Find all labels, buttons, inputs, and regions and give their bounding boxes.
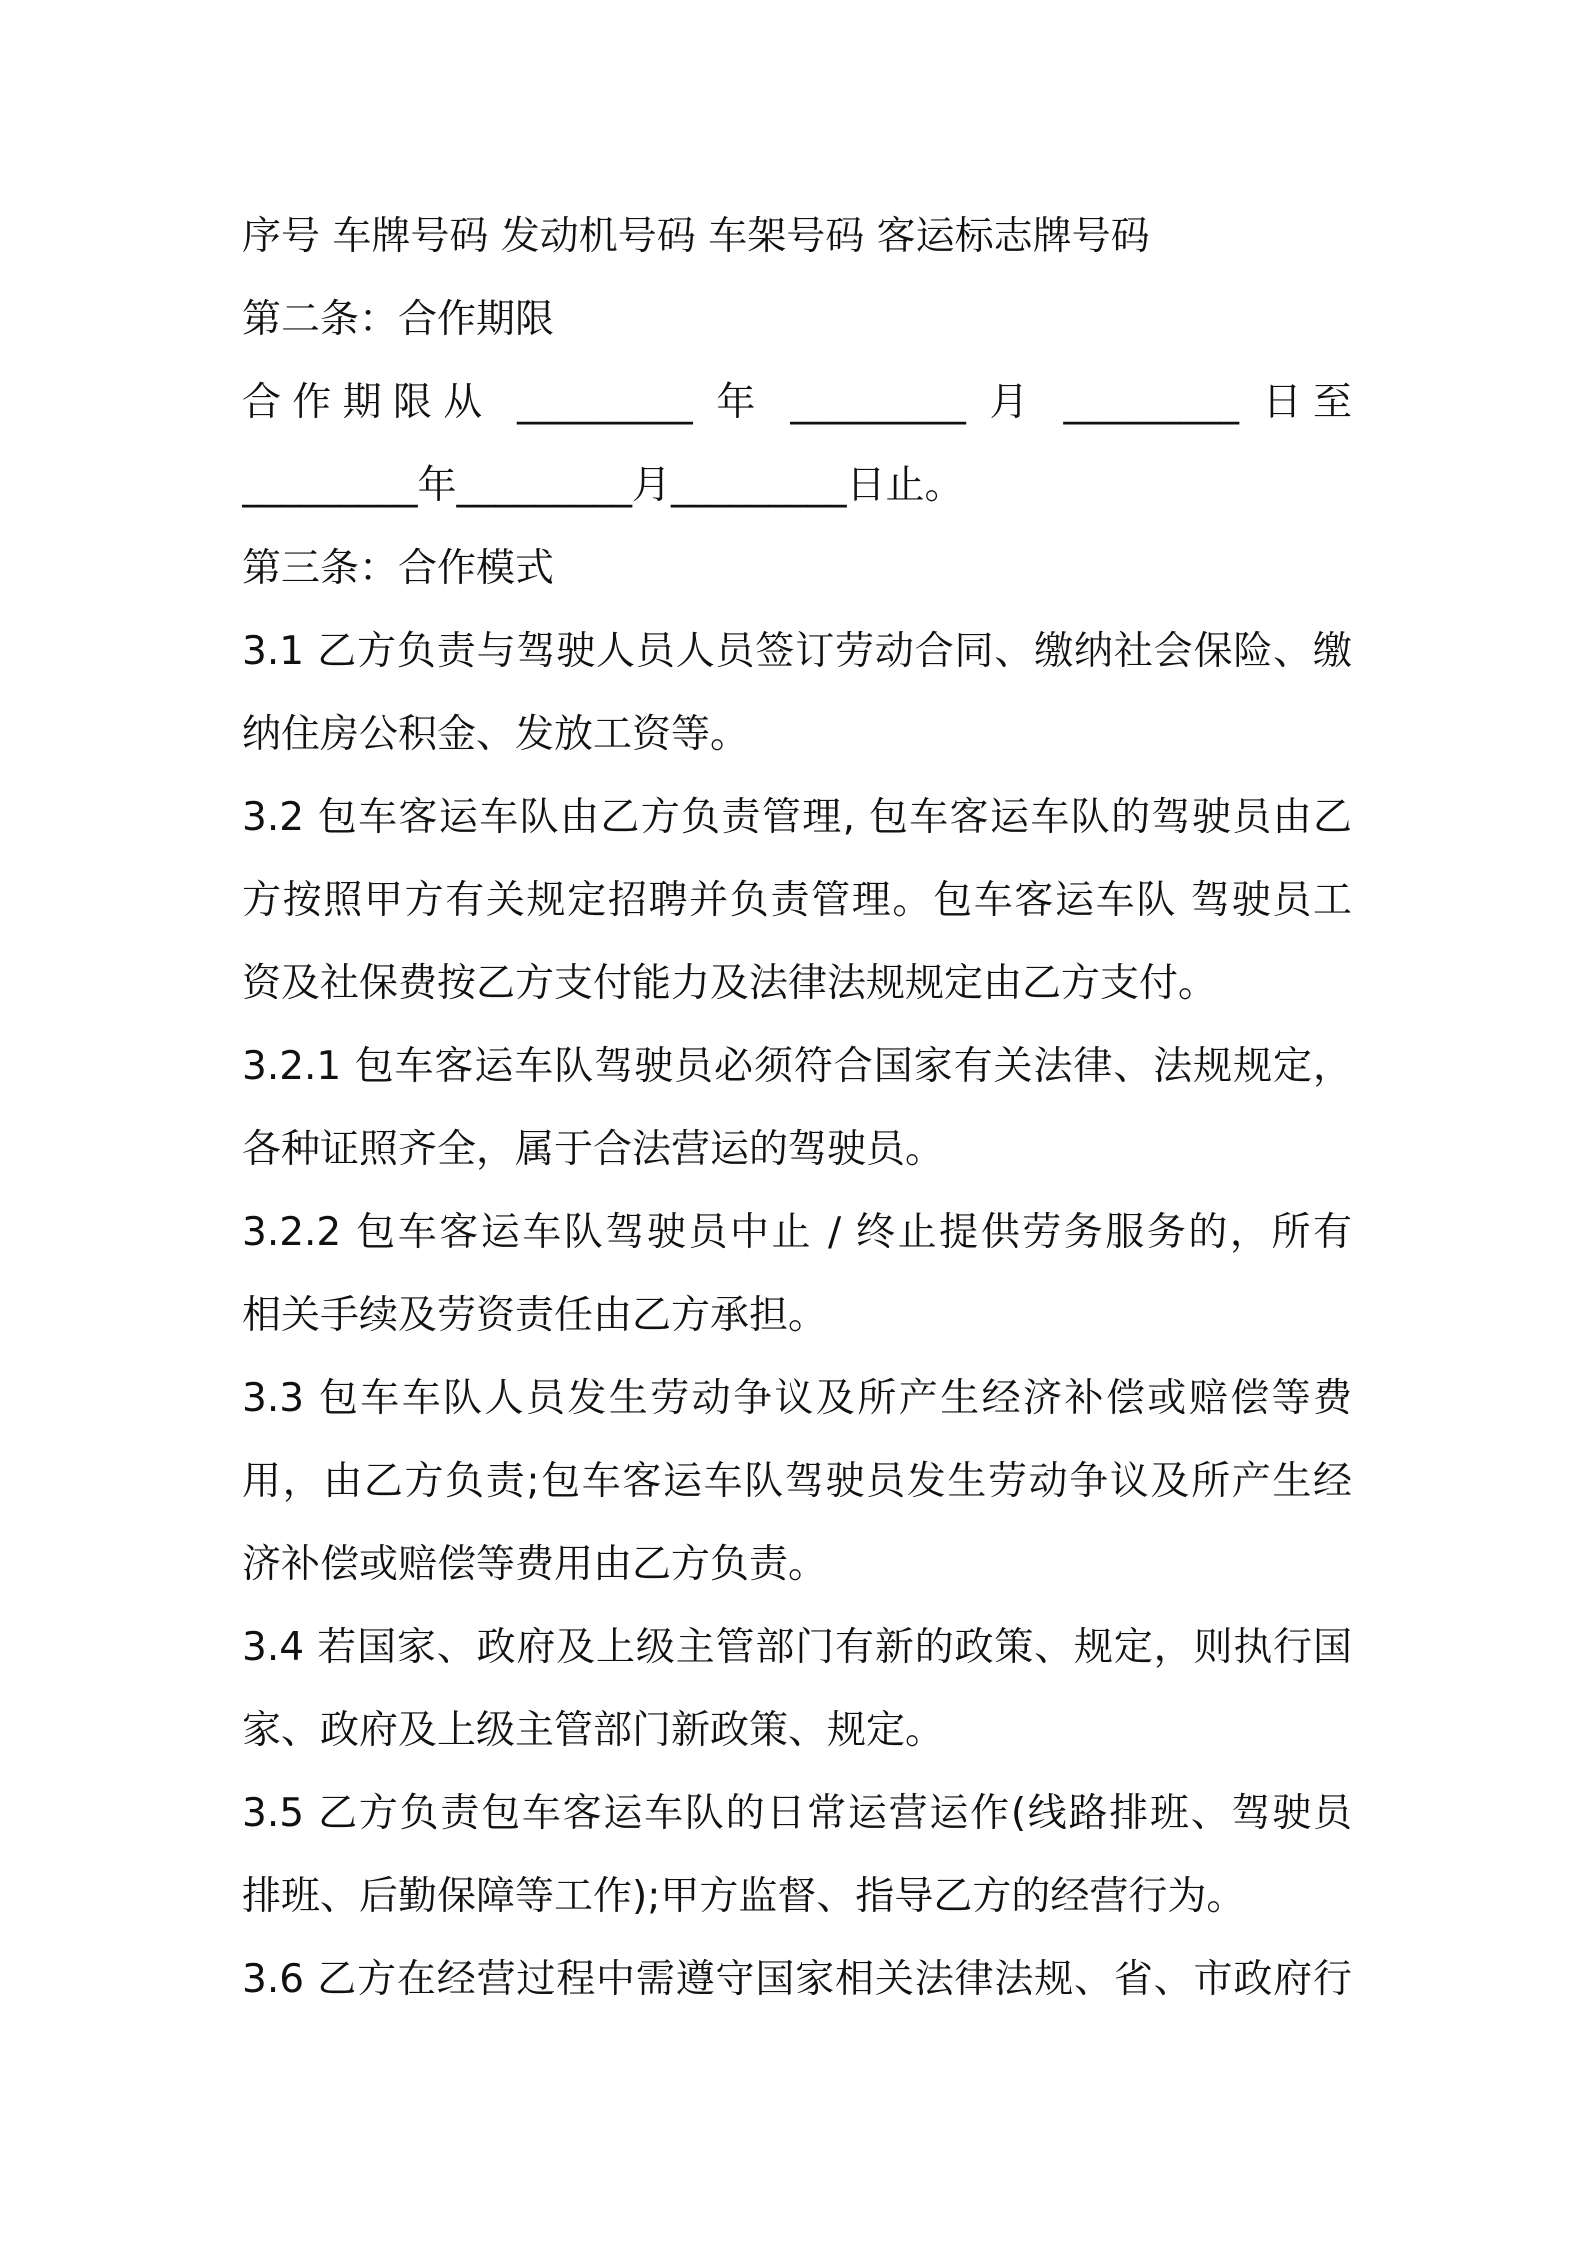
cooperation-period-line-1: 合作期限从 _________ 年 _________ 月 _________ 日至 bbox=[242, 380, 1352, 425]
clause-3-6-line-1: 3.6 乙方在经营过程中需遵守国家相关法律法规、省、市政府行 bbox=[242, 1957, 1352, 2002]
document-body bbox=[242, 195, 1352, 2021]
clause-3-3-line-1: 3.3 包车车队人员发生劳动争议及所产生经济补偿或赔偿等费 bbox=[242, 1376, 1352, 1421]
clause-3-2-2-line-1: 3.2.2 包车客运车队驾驶员中止 / 终止提供劳务服务的，所有 bbox=[242, 1210, 1352, 1255]
clause-3-4-line-2: 家、政府及上级主管部门新政策、规定。 bbox=[242, 1708, 945, 1753]
clause-3-2-line-1: 3.2 包车客运车队由乙方负责管理, 包车客运车队的驾驶员由乙 bbox=[242, 795, 1352, 840]
clause-3-1-line-2: 纳住房公积金、发放工资等。 bbox=[242, 712, 750, 757]
clause-3-1-line-1: 3.1 乙方负责与驾驶人员人员签订劳动合同、缴纳社会保险、缴 bbox=[242, 629, 1352, 674]
clause-3-2-1-line-1: 3.2.1 包车客运车队驾驶员必须符合国家有关法律、法规规定， bbox=[242, 1044, 1352, 1089]
article-2-heading: 第二条：合作期限 bbox=[242, 297, 555, 342]
clause-3-2-line-3: 资及社保费按乙方支付能力及法律法规规定由乙方支付。 bbox=[242, 961, 1218, 1006]
clause-3-5-line-1: 3.5 乙方负责包车客运车队的日常运营运作(线路排班、驾驶员 bbox=[242, 1791, 1352, 1836]
clause-3-5-line-2: 排班、后勤保障等工作);甲方监督、指导乙方的经营行为。 bbox=[242, 1874, 1246, 1919]
cooperation-period-line-2: _________年_________月_________日止。 bbox=[242, 463, 964, 508]
clause-3-2-1-line-2: 各种证照齐全，属于合法营运的驾驶员。 bbox=[242, 1127, 945, 1172]
vehicle-table-header: 序号 车牌号码 发动机号码 车架号码 客运标志牌号码 bbox=[242, 214, 1150, 259]
clause-3-3-line-2: 用，由乙方负责;包车客运车队驾驶员发生劳动争议及所产生经 bbox=[242, 1459, 1352, 1504]
clause-3-2-2-line-2: 相关手续及劳资责任由乙方承担。 bbox=[242, 1293, 828, 1338]
clause-3-3-line-3: 济补偿或赔偿等费用由乙方负责。 bbox=[242, 1542, 828, 1587]
article-3-heading: 第三条：合作模式 bbox=[242, 546, 555, 591]
clause-3-4-line-1: 3.4 若国家、政府及上级主管部门有新的政策、规定，则执行国 bbox=[242, 1625, 1352, 1670]
clause-3-2-line-2: 方按照甲方有关规定招聘并负责管理。包车客运车队 驾驶员工 bbox=[242, 878, 1352, 923]
